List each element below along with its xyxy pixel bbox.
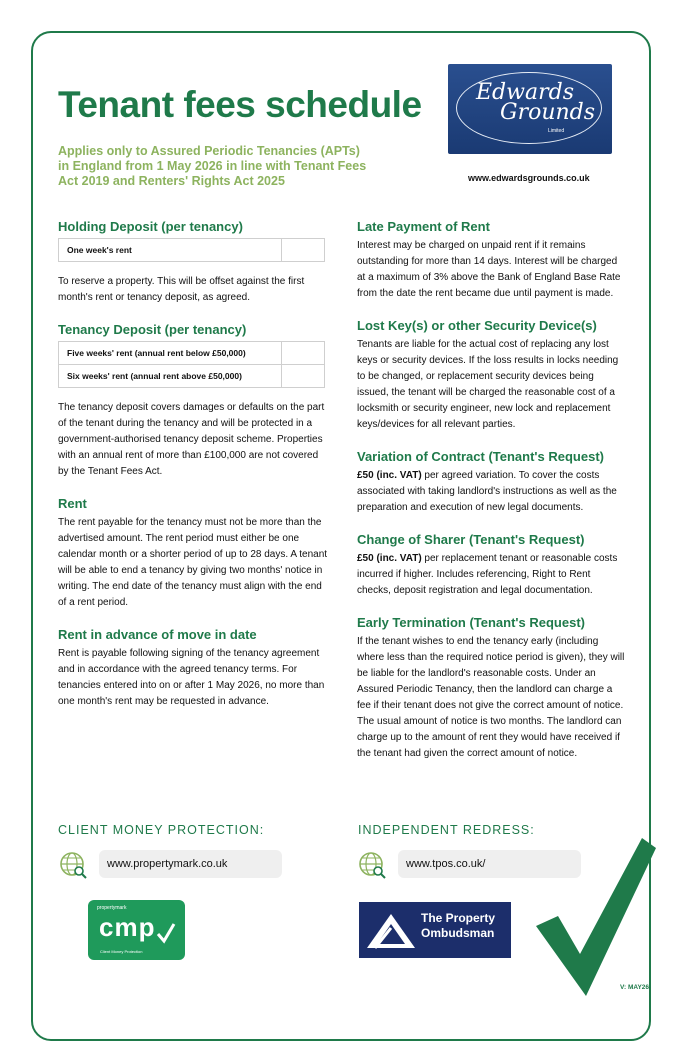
- logo-text-3: Limited: [548, 128, 565, 134]
- tenancy-deposit-text: The tenancy deposit covers damages or defaults on the part of the tenant during the tenancy and will be protected in a government-authorised tenancy deposit scheme. Properties with an annual rent of more than £100,000 are not covered by the Tenant Fees Act.: [58, 402, 325, 477]
- lost-keys-heading: Lost Key(s) or other Security Device(s): [357, 318, 597, 333]
- holding-deposit-text: To reserve a property. This will be offset against the first month's rent or tenancy deposit, as agreed.: [58, 276, 305, 303]
- tpo-emblem-icon: [365, 912, 417, 950]
- holding-row-label: One week's rent: [59, 239, 282, 262]
- holding-deposit-section: [58, 219, 328, 306]
- tpo-line-1: The Property: [421, 911, 496, 925]
- edwards-grounds-logo: [448, 64, 612, 154]
- early-termination-text: If the tenant wishes to end the tenancy early (including where less than the required notice period is given), they will be liable for the landlord's reasonable costs. Under an Assured Periodic Tenancy, then the landlord can charge a fee if their tenant does not give the correct amount of notice. The usual amount of notice is two months. The landlord can charge up to the amount of rent they would have received if the tenant had given the correct amount of notice.: [357, 636, 625, 759]
- late-payment-text: Interest may be charged on unpaid rent if it remains outstanding for more than 14 days. Interest will be charged at a maximum of 3% above the Bank of England Base Rate from the date the rent became due until payment is made.: [357, 240, 621, 299]
- cmp-check-icon: [156, 922, 176, 944]
- tenancy-row-1-value: [282, 342, 325, 365]
- tenancy-deposit-table: [58, 341, 325, 388]
- holding-row-value: [282, 239, 325, 262]
- variation-section: [357, 449, 627, 516]
- lost-keys-text: Tenants are liable for the actual cost of replacing any lost keys or security devices. If the loss results in locks needing to be changed, or replacement security devices being issued, the tenant will be charged the reasonable cost of a locksmith or security engineer, new lock and replacement keys/devices for all relevant parties.: [357, 339, 619, 430]
- logo-text-1: Edwards: [476, 80, 574, 105]
- rent-advance-section: [58, 627, 328, 710]
- redress-heading: INDEPENDENT REDRESS:: [358, 823, 535, 837]
- variation-heading: Variation of Contract (Tenant's Request): [357, 449, 604, 464]
- table-row: [59, 239, 325, 262]
- cmp-logo-brand: propertymark: [97, 905, 127, 911]
- holding-deposit-table: [58, 238, 325, 262]
- globe-search-icon: [358, 851, 386, 879]
- lost-keys-section: [357, 318, 627, 433]
- company-website: www.edwardsgrounds.co.uk: [468, 173, 590, 183]
- rent-section: [58, 496, 328, 611]
- page-title: Tenant fees schedule: [58, 84, 422, 125]
- left-column: [58, 219, 328, 726]
- tpo-line-2: Ombudsman: [421, 926, 495, 940]
- late-payment-heading: Late Payment of Rent: [357, 219, 490, 234]
- tenancy-deposit-heading: Tenancy Deposit (per tenancy): [58, 322, 247, 337]
- cmp-logo-text: cmp: [99, 912, 156, 942]
- rent-advance-heading: Rent in advance of move in date: [58, 627, 257, 642]
- cmp-heading: CLIENT MONEY PROTECTION:: [58, 823, 265, 837]
- tenancy-row-1-label: Five weeks' rent (annual rent below £50,000): [59, 342, 282, 365]
- tenancy-row-2-value: [282, 365, 325, 388]
- late-payment-section: [357, 219, 627, 302]
- variation-text: per agreed variation. To cover the costs associated with taking landlord's instructions as well as the preparation and execution of new legal documents.: [357, 470, 617, 513]
- early-termination-section: [357, 615, 627, 762]
- page-subtitle: Applies only to Assured Periodic Tenancies (APTs) in England from 1 May 2026 in line with Tenant Fees Act 2019 and Renters' Rights Act 2025: [58, 144, 367, 188]
- sharer-section: [357, 532, 627, 599]
- table-row: [59, 365, 325, 388]
- version-label: V: MAY26: [620, 984, 650, 991]
- sharer-heading: Change of Sharer (Tenant's Request): [357, 532, 585, 547]
- rent-heading: Rent: [58, 496, 87, 511]
- tenancy-row-2-label: Six weeks' rent (annual rent above £50,000): [59, 365, 282, 388]
- holding-deposit-heading: Holding Deposit (per tenancy): [58, 219, 243, 234]
- logo-text-2: Grounds: [500, 100, 596, 125]
- rent-text: The rent payable for the tenancy must not be more than the advertised amount. The rent period must either be one calendar month or a shorter period of up to 28 days. A tenant will be able to end a tenancy by giving two months' notice in writing. The end date of the tenancy must align with the end of a rent period.: [58, 517, 328, 608]
- property-ombudsman-logo: [359, 902, 511, 958]
- sharer-text: per replacement tenant or reasonable costs incurred if higher. Includes referencing, Right to Rent checks, deposit registration and legal documentation.: [357, 553, 618, 596]
- sharer-paragraph: [357, 551, 627, 599]
- cmp-url-link[interactable]: www.propertymark.co.uk: [99, 850, 282, 878]
- redress-url-link[interactable]: www.tpos.co.uk/: [398, 850, 581, 878]
- variation-paragraph: [357, 468, 627, 516]
- right-column: [357, 219, 627, 778]
- table-row: [59, 342, 325, 365]
- cmp-logo: [88, 900, 185, 960]
- variation-fee: £50 (inc. VAT): [357, 470, 422, 481]
- cmp-logo-foot: Client Money Protection: [100, 949, 143, 954]
- tpo-text: [421, 911, 495, 941]
- rent-advance-text: Rent is payable following signing of the tenancy agreement and in accordance with the agreed tenancy terms. For tenancies entered into on or after 1 May 2026, no more than one month's rent may be requested in advance.: [58, 648, 325, 707]
- sharer-fee: £50 (inc. VAT): [357, 553, 422, 564]
- tenancy-deposit-section: [58, 322, 328, 480]
- large-checkmark-icon: [530, 830, 660, 1000]
- early-termination-heading: Early Termination (Tenant's Request): [357, 615, 585, 630]
- globe-search-icon: [59, 851, 87, 879]
